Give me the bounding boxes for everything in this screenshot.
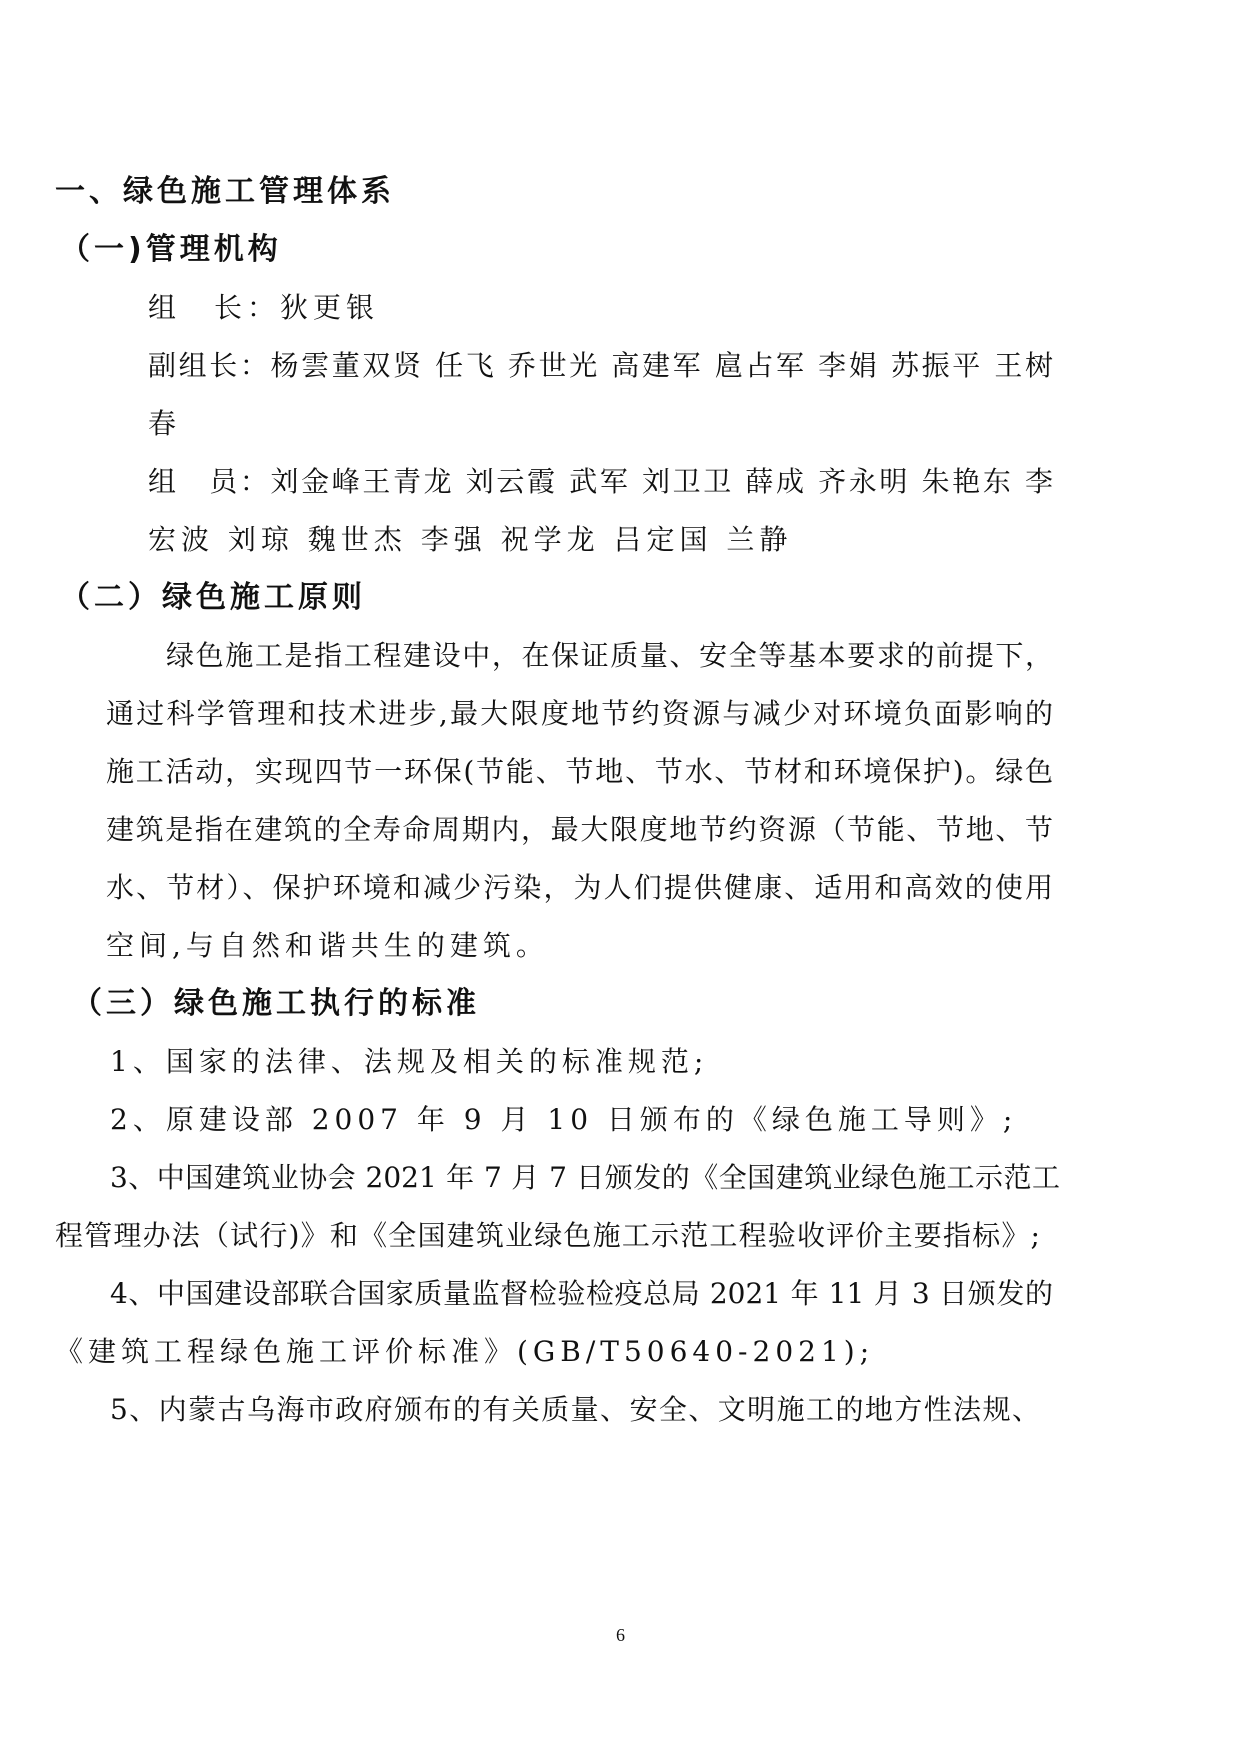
org-member-line-2: 宏波 刘琼 魏世杰 李强 祝学龙 吕定国 兰静 [148, 523, 793, 556]
org-leader-line: 组 长：狄更银 [148, 291, 380, 324]
standards-item-4-line-2: 《建筑工程绿色施工评价标准》(GB/T50640-2021); [55, 1335, 875, 1368]
subsection-heading-principles: （二）绿色施工原则 [60, 580, 366, 615]
subsection-heading-standards: （三）绿色施工执行的标准 [72, 986, 480, 1021]
principles-paragraph-line: 水、节材）、保护环境和减少污染，为人们提供健康、适用和高效的使用 [106, 871, 1053, 904]
standards-item-5-line-1: 5、内蒙古乌海市政府颁布的有关质量、安全、文明施工的地方性法规、 [110, 1393, 1040, 1426]
principles-paragraph-line: 绿色施工是指工程建设中，在保证质量、安全等基本要求的前提下， [166, 639, 1053, 672]
standards-item-4-line-1: 4、中国建设部联合国家质量监督检验检疫总局 2021 年 11 月 3 日颁发的 [110, 1277, 1053, 1310]
org-deputy-line-2: 春 [148, 407, 182, 440]
standards-item-1: 1、国家的法律、法规及相关的标准规范; [110, 1045, 709, 1078]
principles-paragraph-line: 施工活动，实现四节一环保(节能、节地、节水、节材和环境保护)。绿色 [106, 755, 1053, 788]
section-heading-management-system: 一、绿色施工管理体系 [55, 174, 395, 209]
standards-item-2: 2、原建设部 2007 年 9 月 10 日颁布的《绿色施工导则》; [110, 1103, 1018, 1136]
standards-item-3-line-1: 3、中国建筑业协会 2021 年 7 月 7 日颁发的《全国建筑业绿色施工示范工 [110, 1161, 1060, 1194]
page-number: 6 [616, 1625, 625, 1645]
subsection-heading-organization: （一)管理机构 [60, 232, 282, 267]
principles-paragraph-line: 建筑是指在建筑的全寿命周期内，最大限度地节约资源（节能、节地、节 [106, 813, 1053, 846]
org-member-line-1: 组 员：刘金峰王青龙 刘云霞 武军 刘卫卫 薛成 齐永明 朱艳东 李 [148, 465, 1053, 498]
principles-paragraph-line: 空间,与自然和谐共生的建筑。 [106, 929, 549, 962]
org-deputy-line-1: 副组长：杨雲董双贤 任飞 乔世光 高建军 扈占军 李娟 苏振平 王树 [148, 349, 1053, 382]
principles-paragraph-line: 通过科学管理和技术进步,最大限度地节约资源与减少对环境负面影响的 [106, 697, 1053, 730]
standards-item-3-line-2: 程管理办法（试行)》和《全国建筑业绿色施工示范工程验收评价主要指标》; [55, 1219, 1040, 1252]
